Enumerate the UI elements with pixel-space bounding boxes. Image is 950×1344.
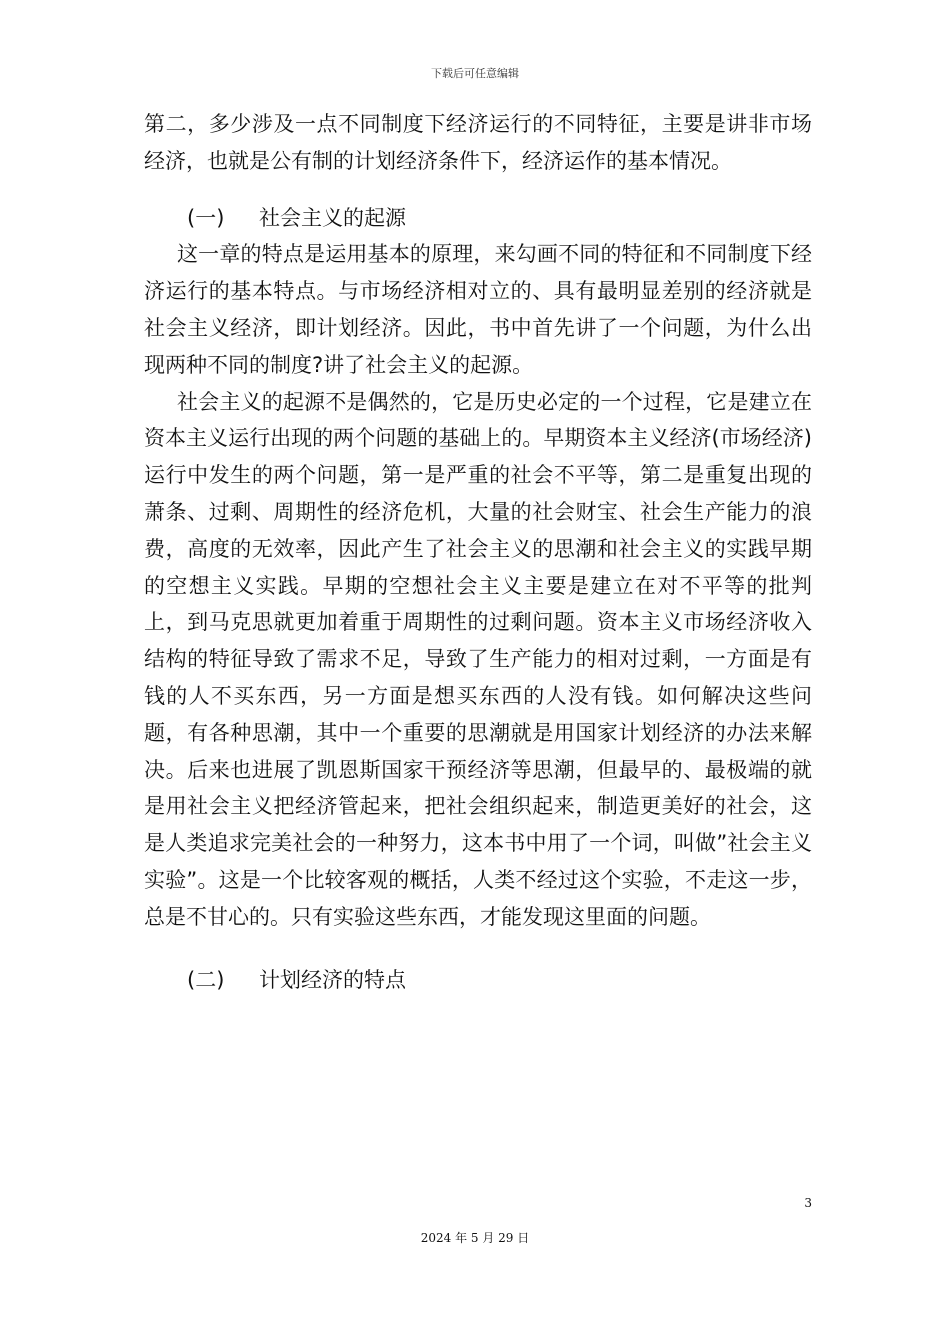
section-heading-2 <box>144 962 812 999</box>
paragraph-origin: 这一章的特点是运用基本的原理，来勾画不同的特征和不同制度下经济运行的基本特点。与市场经济相对立的、具有最明显差别的经济就是社会主义经济，即计划经济。因此，书中首先讲了一个问题，为什么出现两种不同的制度?讲了社会主义的起源。 <box>144 242 812 377</box>
section-heading-1 <box>144 200 812 237</box>
spacer <box>144 180 812 200</box>
page-number: 3 <box>804 1196 812 1210</box>
document-body <box>144 106 812 998</box>
spacer <box>144 936 812 962</box>
intro-paragraph: 第二，多少涉及一点不同制度下经济运行的不同特征，主要是讲非市场经济，也就是公有制的计划经济条件下，经济运作的基本情况。 <box>144 112 812 173</box>
header-note: 下载后可任意编辑 <box>431 67 519 80</box>
footer-date: 2024 年 5 月 29 日 <box>420 1231 530 1245</box>
section-number-2: (二) <box>187 967 225 992</box>
section-title-2: 计划经济的特点 <box>259 967 406 992</box>
section-number-1: (一) <box>187 205 225 230</box>
paragraph-history: 社会主义的起源不是偶然的，它是历史必定的一个过程，它是建立在资本主义运行出现的两个问题的基础上的。早期资本主义经济(市场经济)运行中发生的两个问题，第一是严重的社会不平等，第二是重复出现的萧条、过剩、周期性的经济危机，大量的社会财宝、社会生产能力的浪费，高度的无效率，因此产生了社会主义的思潮和社会主义的实践早期的空想主义实践。早期的空想社会主义主要是建立在对不平等的批判上，到马克思就更加着重于周期性的过剩问题。资本主义市场经济收入结构的特征导致了需求不足，导致了生产能力的相对过剩，一方面是有钱的人不买东西，另一方面是想买东西的人没有钱。如何解决这些问题，有各种思潮，其中一个重要的思潮就是用国家计划经济的办法来解决。后来也进展了凯恩斯国家干预经济等思潮，但最早的、最极端的就是用社会主义把经济管起来，把社会组织起来，制造更美好的社会，这是人类追求完美社会的一种努力，这本书中用了一个词，叫做”社会主义实验”。这是一个比较客观的概括，人类不经过这个实验，不走这一步，总是不甘心的。只有实验这些东西，才能发现这里面的问题。 <box>144 389 812 929</box>
section-title-1: 社会主义的起源 <box>259 205 406 230</box>
